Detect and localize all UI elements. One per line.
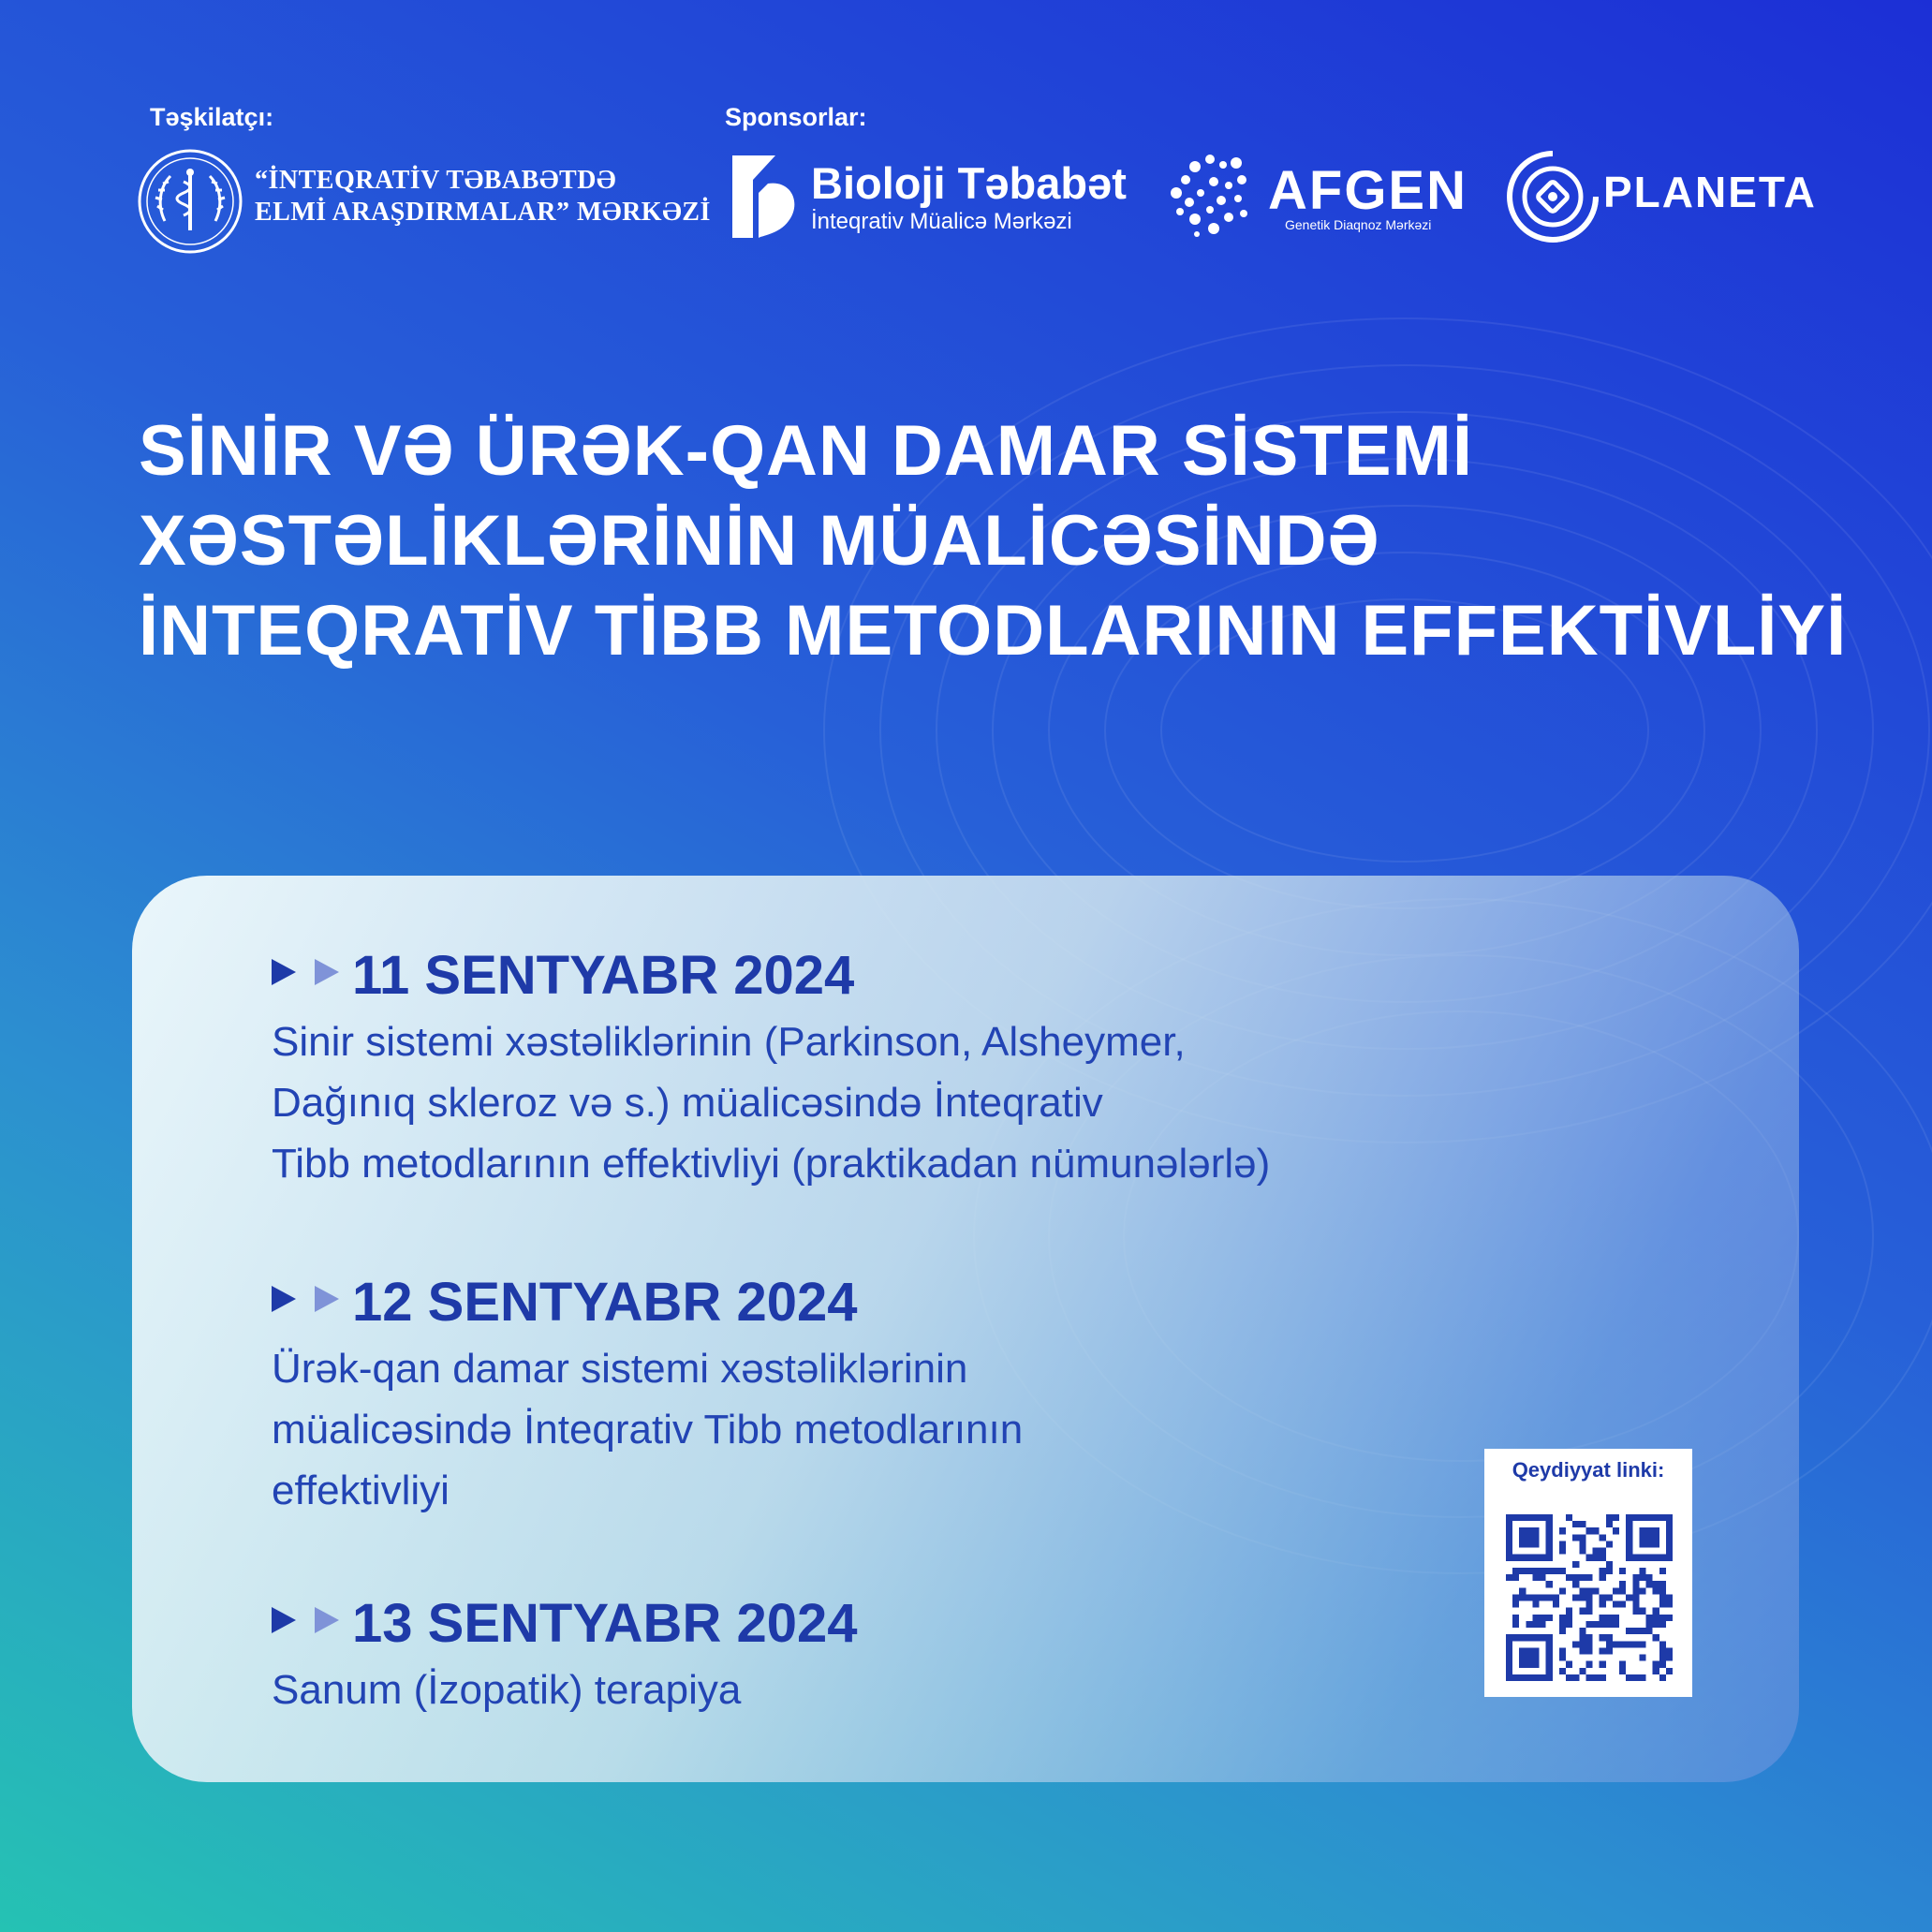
sponsor-afgen-name: AFGEN [1268,160,1467,221]
event-desc-line: Ürək-qan damar sistemi xəstəliklərinin [272,1346,968,1392]
organizer-name [255,165,711,229]
event-desc-line: effektivliyi [272,1467,450,1513]
event-description [272,1338,1023,1521]
title-line3: İNTEQRATİV TİBB METODLARININ EFFEKTİVLİYİ [139,591,1848,671]
event-item-1 [272,944,1270,1194]
event-desc-line: Sinir sistemi xəstəliklərinin (Parkinson, Alsheymer, [272,1019,1186,1065]
double-play-arrow-icon [272,1280,343,1318]
event-desc-line: müalicəsində İnteqrativ Tibb metodlarının [272,1407,1024,1453]
organizer-name-line1: “İNTEQRATİV TƏBABƏTDƏ [255,166,617,195]
event-description [272,1011,1270,1194]
event-desc-line: Sanum (İzopatik) terapiya [272,1667,742,1713]
event-desc-line: Dağınıq skleroz və s.) müalicəsində İnteqrativ [272,1080,1103,1126]
registration-label: Qeydiyyat linki: [1512,1458,1665,1482]
sponsor-bioloji-subtitle: İnteqrativ Müalicə Mərkəzi [811,209,1072,234]
double-play-arrow-icon [272,1601,343,1639]
organizer-name-line2: ELMİ ARAŞDIRMALAR” MƏRKƏZİ [255,198,711,227]
title-line1: SİNİR VƏ ÜRƏK-QAN DAMAR SİSTEMİ [139,411,1473,491]
bioloji-logo-icon [732,155,798,238]
event-date-text: 13 SENTYABR 2024 [352,1593,858,1654]
event-date-text: 11 SENTYABR 2024 [352,945,855,1006]
double-play-arrow-icon [272,953,343,991]
dna-dots-icon [1167,154,1251,238]
organizer-label: Təşkilatçı: [150,103,274,131]
registration-qr-box[interactable] [1484,1449,1692,1697]
sponsor-bioloji-name: Bioloji Təbabət [811,158,1127,208]
medical-emblem-icon [137,148,243,255]
event-item-2 [272,1271,1023,1521]
event-date-text: 12 SENTYABR 2024 [352,1272,858,1333]
event-date [272,1592,858,1658]
qr-code-icon[interactable] [1506,1514,1673,1681]
event-title [139,406,1847,676]
event-date [272,1271,1023,1336]
title-line2: XƏSTƏLİKLƏRİNİN MÜALİCƏSİNDƏ [139,501,1380,581]
sponsor-afgen-subtitle: Genetik Diaqnoz Mərkəzi [1285,217,1432,232]
event-date [272,944,1270,1010]
sponsors-label: Sponsorlar: [725,103,867,131]
sponsor-planeta-name: PLANETA [1603,168,1817,216]
event-item-3 [272,1592,858,1720]
planeta-logo-icon [1506,150,1600,243]
event-description [272,1659,741,1720]
event-desc-line: Tibb metodlarının effektivliyi (praktikadan nümunələrlə) [272,1141,1271,1187]
